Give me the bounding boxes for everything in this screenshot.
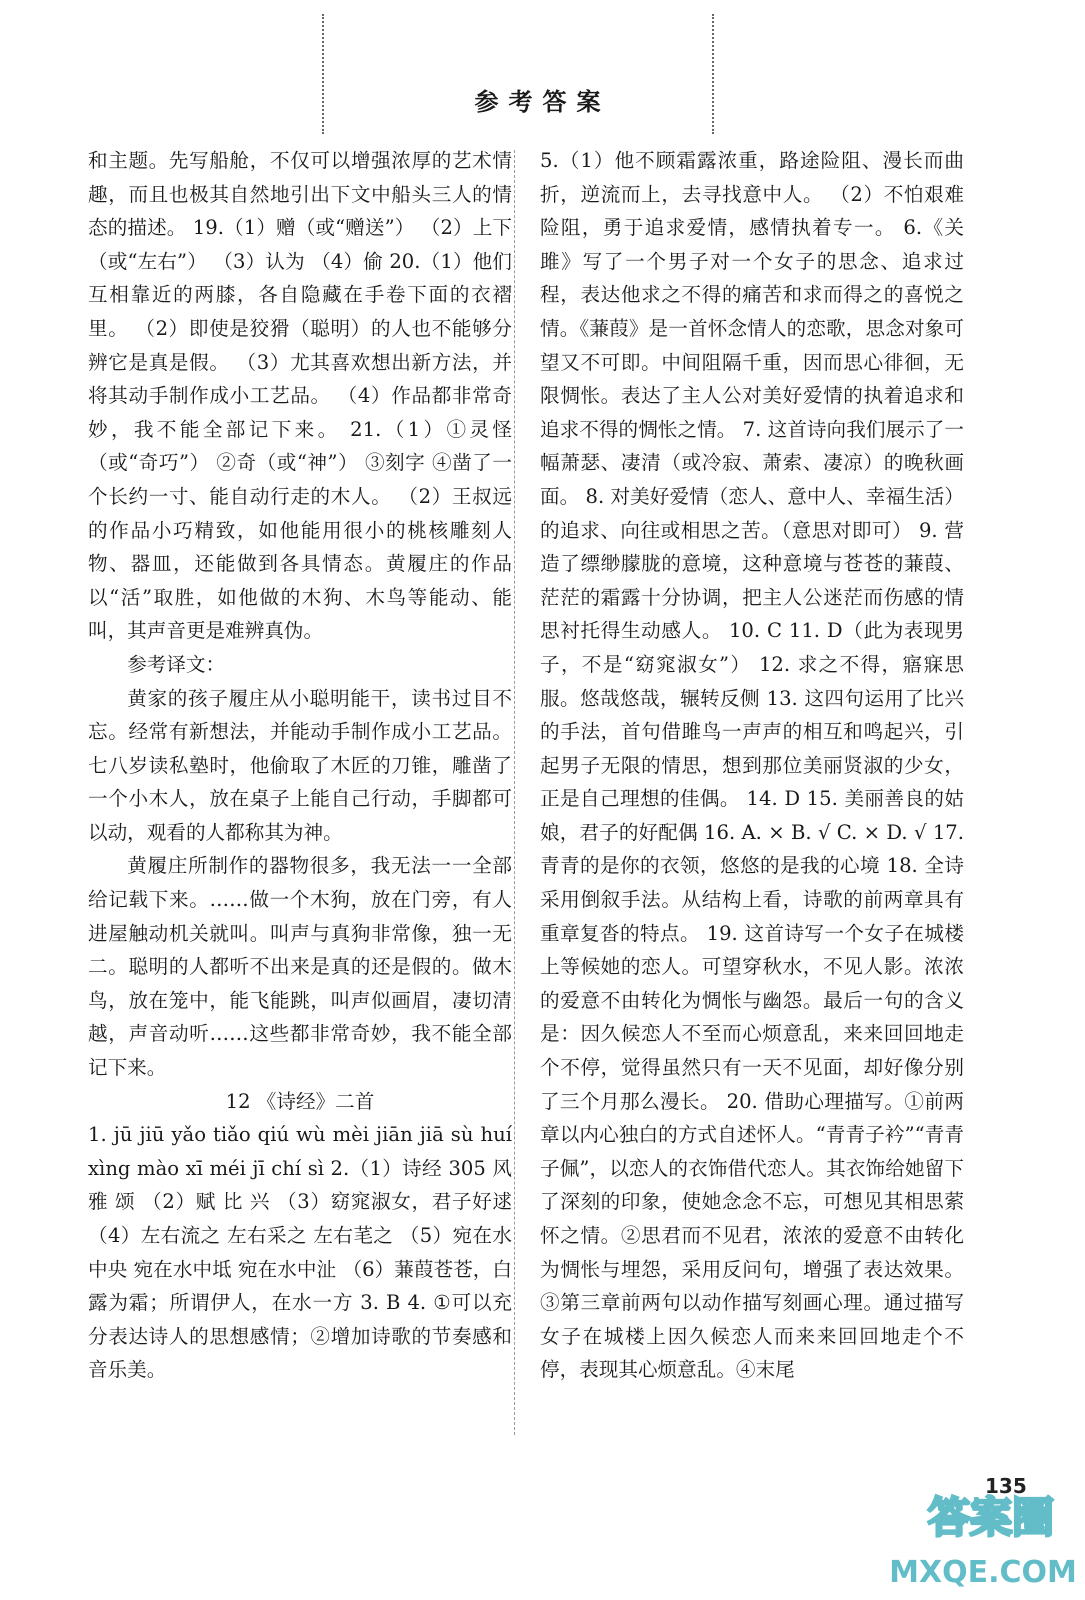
watermark-logo [888,1478,1078,1594]
left-column-paragraph: 12 《诗经》二首 [225,1089,375,1113]
column-divider [514,150,515,1435]
left-column-paragraph: 参考译文： [127,652,226,676]
page-number: 135 [985,1474,1027,1498]
watermark-url: MXQE.COM [889,1555,1077,1590]
page-title: 参考答案 [474,88,611,116]
right-column [540,144,964,1387]
right-column-paragraph: 5.（1）他不顾霜露浓重，路途险阻、漫长而曲折，逆流而上，去寻找意中人。 （2）不怕艰难险阻，勇于追求爱情，感情执着专一。 6.《关雎》写了一个男子对一个女子的思念、追求过程，表达他求之不得的痛苦和求而得之的喜悦之情。《蒹葭》是一首怀念情人的恋歌，思念对象可望又不可即。中间阻隔千重，因而思心徘徊，无限惆怅。表达了主人公对美好爱情的执着追求和追求不得的惆怅之情。 7. 这首诗向我们展示了一幅萧瑟、凄清（或冷寂、萧索、凄凉）的晚秋画面。 8. 对美好爱情（恋人、意中人、幸福生活）的追求、向往或相思之苦。（意思对即可） 9. 营造了缥缈朦胧的意境，这种意境与苍苍的蒹葭、茫茫的霜露十分协调，把主人公迷茫而伤感的情思衬托得生动感人。 10. C 11. D（此为表现男子，不是“窈窕淑女”） 12. 求之不得，寤寐思服。悠哉悠哉，辗转反侧 13. 这四句运用了比兴的手法，首句借雎鸟一声声的相互和鸣起兴，引起男子无限的情思，想到那位美丽贤淑的少女，正是自己理想的佳偶。 14. D 15. 美丽善良的姑娘，君子的好配偶 16. A. × B. √ C. × D. √ 17. 青青的是你的衣领，悠悠的是我的心境 18. 全诗采用倒叙手法。从结构上看，诗歌的前两章具有重章复沓的特点。 19. 这首诗写一个女子在城楼上等候她的恋人。可望穿秋水，不见人影。浓浓的爱意不由转化为惆怅与幽怨。最后一句的含义是：因久候恋人不至而心烦意乱，来来回回地走个不停，觉得虽然只有一天不见面，却好像分别了三个月那么漫长。 20. 借助心理描写。①前两章以内心独白的方式自述怀人。“青青子衿”“青青子佩”，以恋人的衣饰借代恋人。其衣饰给她留下了深刻的印象，使她念念不忘，可想见其相思萦怀之情。②思君而不见君，浓浓的爱意不由转化为惆怅与埋怨，采用反问句，增强了表达效果。③第三章前两句以动作描写刻画心理。通过描写女子在城楼上因久候恋人而来来回回地走个不停，表现其心烦意乱。④末尾 [540,149,964,1382]
left-column-paragraph: 1. jū jiū yǎo tiǎo qiú wù mèi jiān jiā sù huí xìng mào xī méi jī chí sì 2.（1）诗经 305 风 雅 颂 （2）赋 比 兴 （3）窈窕淑女，君子好逑 （4）左右流之 左右采之 左右芼之 （5）宛在水中央 宛在水中坻 宛在水中沚 （6）蒹葭苍苍，白露为霜；所谓伊人，在水一方 3. B 4. ①可以充分表达诗人的思想感情；②增加诗歌的节奏感和音乐美。 [88,1123,512,1382]
watermark-text: 答案圈 [927,1493,1055,1542]
left-column-paragraph: 黄家的孩子履庄从小聪明能干，读书过目不忘。经常有新想法，并能动手制作成小工艺品。七八岁读私塾时，他偷取了木匠的刀锥，雕凿了一个小木人，放在桌子上能自己行动，手脚都可以动，观看的人都称其为神。 [88,686,512,844]
left-column-paragraph: 和主题。先写船舱，不仅可以增强浓厚的艺术情趣，而且也极其自然地引出下文中船头三人的情态的描述。 19.（1）赠（或“赠送”） （2）上下（或“左右”） （3）认为 （4）偷 20.（1）他们互相靠近的两膝，各自隐藏在手卷下面的衣褶里。 （2）即使是狡猾（聪明）的人也不能够分辨它是真是假。 （3）尤其喜欢想出新方法，并将其动手制作成小工艺品。 （4）作品都非常奇妙，我不能全部记下来。 21.（1）①灵怪（或“奇巧”） ②奇（或“神”） ③刻字 ④凿了一个长约一寸、能自动行走的木人。 （2）王叔远的作品小巧精致，如他能用很小的桃核雕刻人物、器皿，还能做到各具情态。黄履庄的作品以“活”取胜，如他做的木狗、木鸟等能动、能叫，其声音更是难辨真伪。 [88,149,512,643]
left-column [88,144,512,1387]
left-column-paragraph: 黄履庄所制作的器物很多，我无法一一全部给记载下来。……做一个木狗，放在门旁，有人进屋触动机关就叫。叫声与真狗非常像，独一无二。聪明的人都听不出来是真的还是假的。做木鸟，放在笼中，能飞能跳，叫声似画眉，凄切清越，声音动听……这些都非常奇妙，我不能全部记下来。 [88,854,512,1080]
